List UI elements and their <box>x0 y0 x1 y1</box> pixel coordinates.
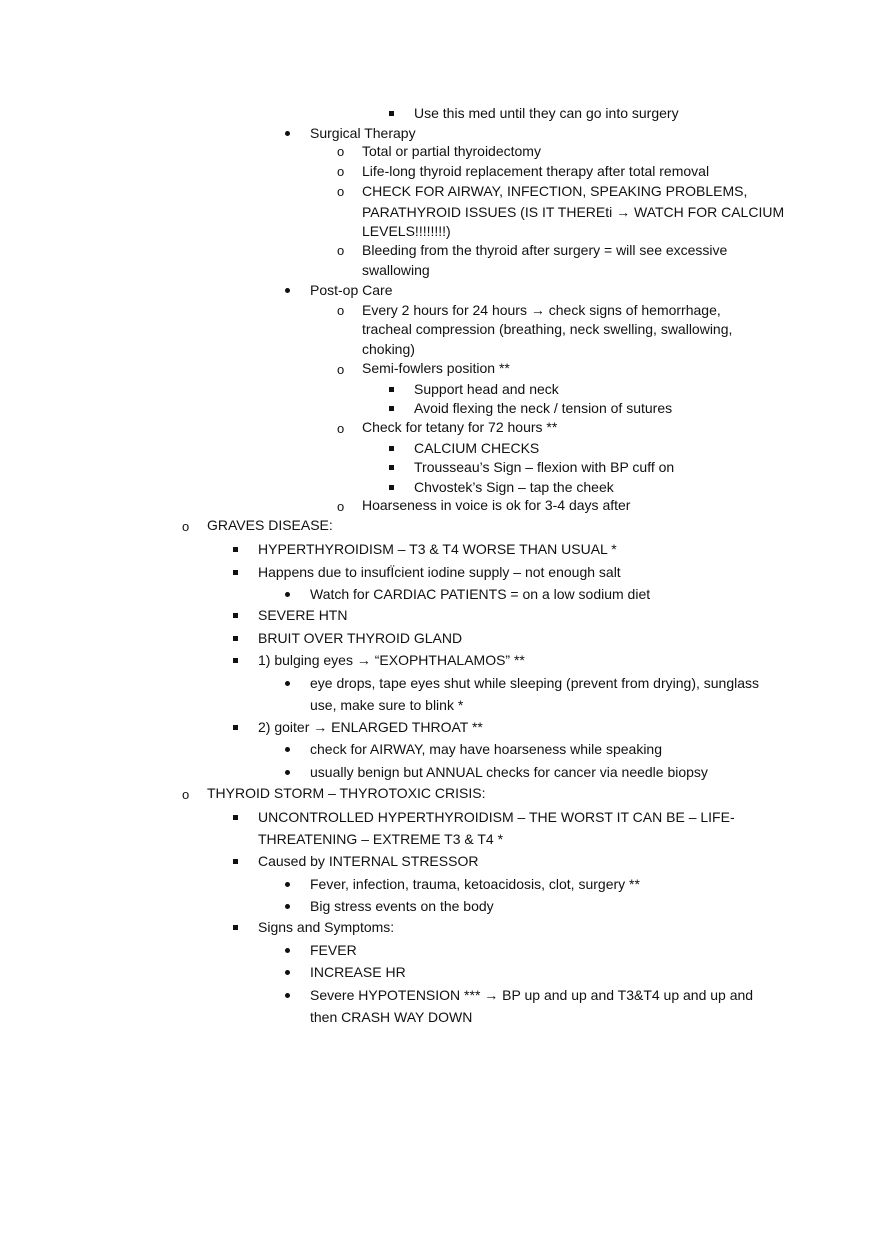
note-fragment: Every 2 hours for 24 hours <box>362 302 527 318</box>
note-line <box>310 986 753 1004</box>
square-bullet-icon <box>389 406 394 411</box>
note-fragment: WATCH FOR CALCIUM <box>634 204 785 220</box>
note-fragment: Severe HYPOTENSION *** <box>310 987 481 1003</box>
note-fragment: 2) goiter <box>258 719 310 735</box>
note-fragment: ENLARGED THROAT ** <box>331 719 483 735</box>
arrow-icon: → <box>530 302 545 318</box>
circle-bullet-icon: o <box>182 519 190 534</box>
square-bullet-icon <box>233 636 238 641</box>
note-line: BRUIT OVER THYROID GLAND <box>258 630 463 646</box>
note-line: Watch for CARDIAC PATIENTS = on a low sodium diet <box>310 586 651 602</box>
note-line: check for AIRWAY, may have hoarseness while speaking <box>310 741 662 757</box>
circle-bullet-icon: o <box>337 164 345 179</box>
note-line: swallowing <box>362 262 430 278</box>
note-line: eye drops, tape eyes shut while sleeping (prevent from drying), sunglass <box>310 675 760 691</box>
circle-bullet-icon: o <box>337 499 345 514</box>
square-bullet-icon <box>233 570 238 575</box>
note-line: Fever, infection, trauma, ketoacidosis, clot, surgery ** <box>310 876 640 892</box>
circle-bullet-icon: o <box>337 184 345 199</box>
round-bullet-icon <box>285 681 290 686</box>
note-line: Caused by INTERNAL STRESSOR <box>258 853 479 869</box>
section-heading: GRAVES DISEASE: <box>207 517 333 533</box>
note-line: Trousseau’s Sign – flexion with BP cuff on <box>414 459 675 475</box>
note-line: Hoarseness in voice is ok for 3-4 days after <box>362 497 631 513</box>
round-bullet-icon <box>285 770 290 775</box>
note-line: Surgical Therapy <box>310 125 416 141</box>
square-bullet-icon <box>233 859 238 864</box>
note-line: usually benign but ANNUAL checks for cancer via needle biopsy <box>310 764 708 780</box>
note-line: Happens due to insufÏcient iodine supply – not enough salt <box>258 564 621 580</box>
square-bullet-icon <box>389 446 394 451</box>
note-fragment: PARATHYROID ISSUES (IS IT THERE <box>362 204 606 220</box>
section-heading: THYROID STORM – THYROTOXIC CRISIS: <box>207 785 486 801</box>
note-line: CALCIUM CHECKS <box>414 440 540 456</box>
square-bullet-icon <box>389 111 394 116</box>
round-bullet-icon <box>285 904 290 909</box>
note-line: Chvostek’s Sign – tap the cheek <box>414 479 614 495</box>
note-line: use, make sure to blink * <box>310 697 464 713</box>
note-line: tracheal compression (breathing, neck swelling, swallowing, <box>362 321 733 337</box>
note-line: INCREASE HR <box>310 964 406 980</box>
note-line: Signs and Symptoms: <box>258 919 395 935</box>
square-bullet-icon <box>233 725 238 730</box>
note-line: Check for tetany for 72 hours ** <box>362 419 558 435</box>
square-bullet-icon <box>389 387 394 392</box>
note-line: THREATENING – EXTREME T3 & T4 * <box>258 831 504 847</box>
note-line: UNCONTROLLED HYPERTHYROIDISM – THE WORST IT CAN BE – LIFE- <box>258 809 735 825</box>
note-line: FEVER <box>310 942 357 958</box>
round-bullet-icon <box>285 948 290 953</box>
arrow-icon: → <box>356 652 371 668</box>
note-line: HYPERTHYROIDISM – T3 & T4 WORSE THAN USUAL * <box>258 541 617 557</box>
note-line: CHECK FOR AIRWAY, INFECTION, SPEAKING PROBLEMS, <box>362 183 748 199</box>
circle-bullet-icon: o <box>337 421 345 436</box>
note-line: SEVERE HTN <box>258 607 348 623</box>
note-fragment: 1) bulging eyes <box>258 652 353 668</box>
note-line: LEVELS!!!!!!!!) <box>362 223 451 239</box>
note-line: then CRASH WAY DOWN <box>310 1009 473 1025</box>
circle-bullet-icon: o <box>182 787 190 802</box>
note-line <box>362 301 721 319</box>
note-line: Life-long thyroid replacement therapy after total removal <box>362 163 710 179</box>
round-bullet-icon <box>285 131 290 136</box>
round-bullet-icon <box>285 993 290 998</box>
arrow-icon: → <box>616 204 631 220</box>
note-line: Big stress events on the body <box>310 898 494 914</box>
round-bullet-icon <box>285 970 290 975</box>
square-bullet-icon <box>389 485 394 490</box>
arrow-icon: → <box>484 987 499 1003</box>
square-bullet-icon <box>233 815 238 820</box>
circle-bullet-icon: o <box>337 303 345 318</box>
note-fragment: BP up and up and T3&T4 up and up and <box>502 987 754 1003</box>
square-bullet-icon <box>233 925 238 930</box>
square-bullet-icon <box>233 613 238 618</box>
arrow-icon: → <box>313 719 328 735</box>
note-line <box>258 718 483 736</box>
note-fragment: ti <box>605 204 613 220</box>
square-bullet-icon <box>389 465 394 470</box>
square-bullet-icon <box>233 547 238 552</box>
note-line <box>258 651 525 669</box>
circle-bullet-icon: o <box>337 362 345 377</box>
note-line: Semi-fowlers position ** <box>362 360 510 376</box>
round-bullet-icon <box>285 747 290 752</box>
note-line: Post-op Care <box>310 282 393 298</box>
note-fragment: check signs of hemorrhage, <box>548 302 721 318</box>
note-line: Support head and neck <box>414 381 559 397</box>
note-line: Avoid flexing the neck / tension of sutures <box>414 400 673 416</box>
round-bullet-icon <box>285 288 290 293</box>
note-fragment: “EXOPHTHALAMOS” ** <box>374 652 525 668</box>
circle-bullet-icon: o <box>337 243 345 258</box>
note-line: Bleeding from the thyroid after surgery = will see excessive <box>362 242 728 258</box>
round-bullet-icon <box>285 592 290 597</box>
note-line: Use this med until they can go into surgery <box>414 105 679 121</box>
square-bullet-icon <box>233 658 238 663</box>
note-line <box>362 203 784 221</box>
round-bullet-icon <box>285 882 290 887</box>
note-line: Total or partial thyroidectomy <box>362 143 541 159</box>
circle-bullet-icon: o <box>337 144 345 159</box>
note-line: choking) <box>362 341 415 357</box>
